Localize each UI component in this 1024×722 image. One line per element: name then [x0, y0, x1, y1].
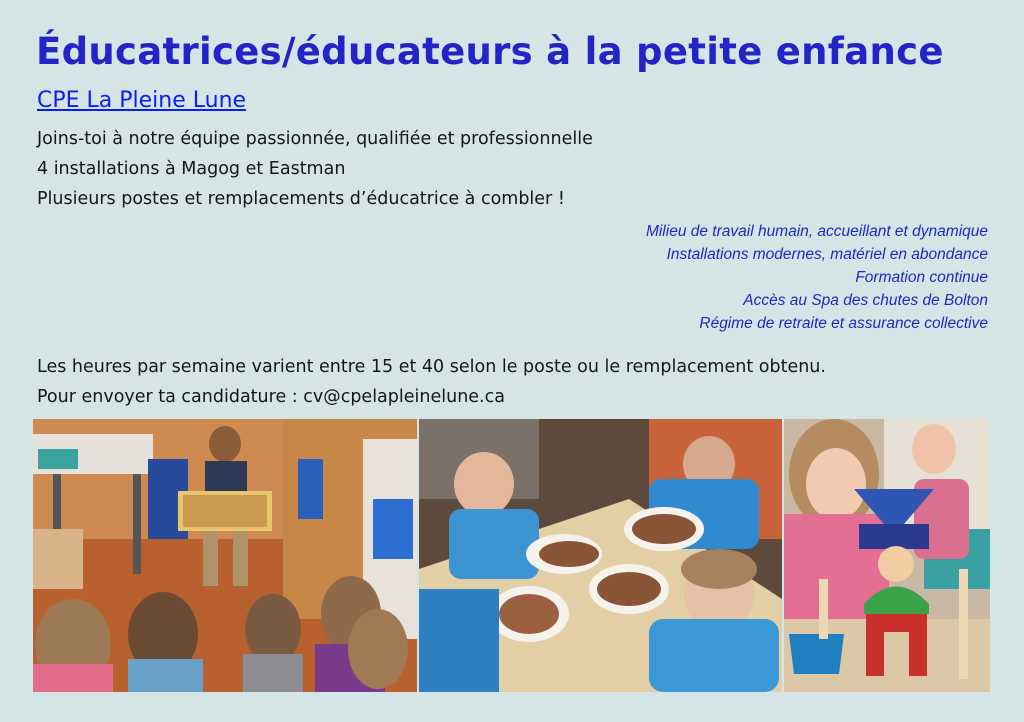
hours-line: Les heures par semaine varient entre 15 et 40 selon le poste ou le remplacement obtenu. — [37, 357, 826, 377]
perk-item: Formation continue — [855, 269, 988, 286]
perk-item: Régime de retraite et assurance collective — [699, 315, 988, 332]
page-title: Éducatrices/éducateurs à la petite enfance — [36, 30, 944, 73]
bottom-section — [37, 352, 826, 412]
intro-line: Plusieurs postes et remplacements d’éducatrice à combler ! — [37, 189, 565, 209]
perks-list — [646, 220, 988, 335]
perk-item: Milieu de travail humain, accueillant et dynamique — [645, 223, 988, 240]
apply-line: Pour envoyer ta candidature : cv@cpelapleinelune.ca — [37, 387, 505, 407]
children-painting-photo — [419, 419, 782, 692]
intro-line: Joins-toi à notre équipe passionnée, qualifiée et professionnelle — [37, 129, 593, 149]
perk-item: Accès au Spa des chutes de Bolton — [743, 292, 988, 309]
perk-item: Installations modernes, matériel en abondance — [666, 246, 988, 263]
child-blocks-photo — [784, 419, 990, 692]
organization-link[interactable]: CPE La Pleine Lune — [37, 88, 247, 113]
intro-section — [37, 124, 593, 214]
classroom-reading-photo — [33, 419, 417, 692]
intro-line: 4 installations à Magog et Eastman — [37, 159, 346, 179]
